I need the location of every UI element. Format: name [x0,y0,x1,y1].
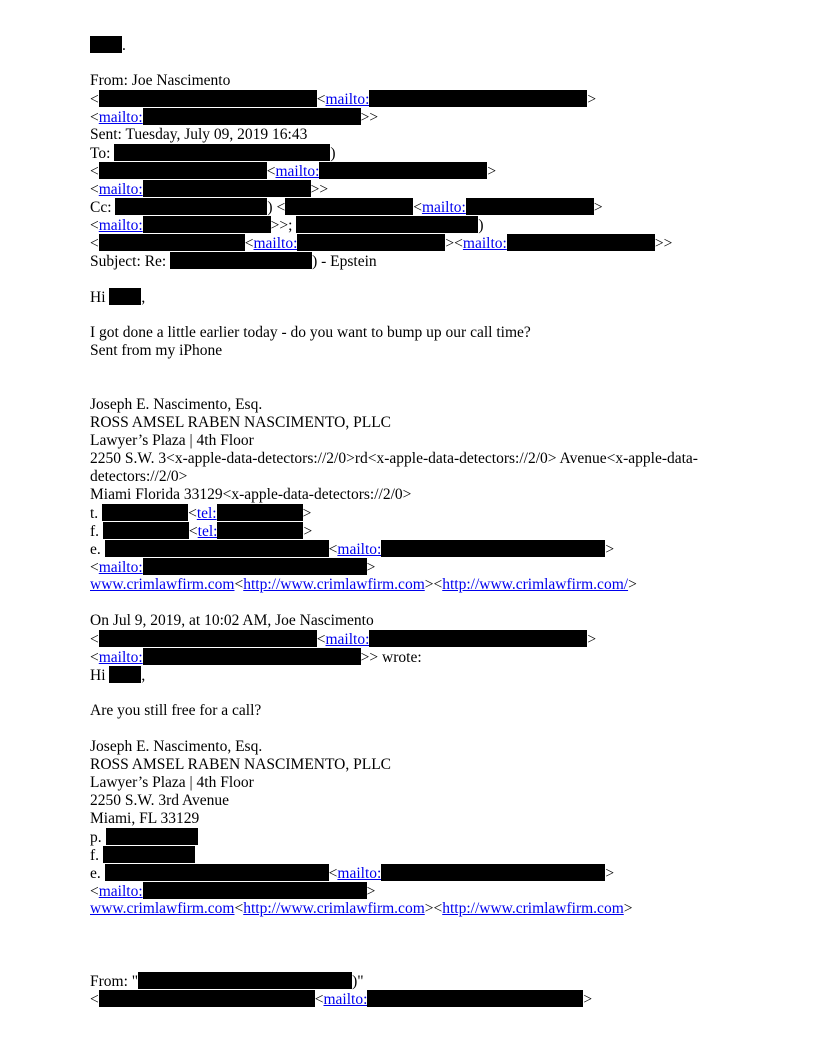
signature-address: 2250 S.W. 3<x-apple-data-detectors://2/0>rd<x-apple-data-detectors://2/0> Avenue<x-apple-data-detectors://2/0> [90,450,698,485]
cc-line-2: <mailto: >>; ) [90,217,484,234]
mailto-link[interactable]: mailto: [98,649,143,666]
email-document [90,36,790,1008]
redaction [381,864,605,881]
redaction [466,198,594,215]
redaction [103,522,189,539]
redaction [138,972,352,989]
mailto-link[interactable]: mailto: [275,163,320,180]
signature-firm: ROSS AMSEL RABEN NASCIMENTO, PLLC [90,414,392,431]
website-link[interactable]: http://www.crimlawfirm.com [243,900,425,917]
redaction [143,180,311,197]
website-link[interactable]: www.crimlawfirm.com [90,576,235,593]
cc-line-3: < <mailto: ><mailto: >> [90,235,673,252]
signature-mailto-line: <mailto: > [90,559,376,576]
redaction [296,216,478,233]
redaction [90,36,122,53]
mailto-link[interactable]: mailto: [325,91,370,108]
redaction [99,234,245,251]
mailto-link[interactable]: mailto: [253,235,298,252]
redaction [99,162,267,179]
signature-plaza: Lawyer’s Plaza | 4th Floor [90,432,254,449]
mailto-link[interactable]: mailto: [323,991,368,1008]
redaction [369,90,587,107]
to-line: To: ) [90,145,336,162]
mailto-link[interactable]: mailto: [421,199,466,216]
redaction [507,234,655,251]
redaction [105,540,329,557]
redaction [114,144,330,161]
redaction [99,990,315,1007]
quoted-address-line: < <mailto: > [90,631,597,648]
mailto-link[interactable]: mailto: [325,631,370,648]
quoted-body: Are you still free for a call? [90,702,262,719]
signature-name: Joseph E. Nascimento, Esq. [90,396,263,413]
signature-phone-line: p. [90,828,790,846]
from-line: From: " )" [90,973,364,990]
signature-fax-line: f. <tel: > [90,523,313,540]
redaction [106,828,198,845]
signature-mailto-line: <mailto: > [90,883,376,900]
redaction [109,288,141,305]
from-mailto-line: <mailto: >> [90,109,379,126]
header-line: . [90,36,790,54]
signature-plaza: Lawyer’s Plaza | 4th Floor [90,774,254,791]
signature-email-line: e. <mailto: > [90,541,615,558]
signature-web-line: www.crimlawfirm.com<http://www.crimlawfirm.com><http://www.crimlawfirm.com> [90,900,633,917]
redaction [103,846,195,863]
subject-line: Subject: Re: ) - Epstein [90,253,377,270]
redaction [105,864,329,881]
body-text: Sent from my iPhone [90,342,223,359]
mailto-link[interactable]: mailto: [98,883,143,900]
quoted-greeting: Hi , [90,667,146,684]
website-link[interactable]: www.crimlawfirm.com [90,900,235,917]
signature-email-line: e. <mailto: > [90,865,615,882]
redaction [297,234,445,251]
redaction [369,630,587,647]
redaction [99,630,317,647]
signature-firm: ROSS AMSEL RABEN NASCIMENTO, PLLC [90,756,392,773]
website-link[interactable]: http://www.crimlawfirm.com/ [442,576,629,593]
redaction [170,252,312,269]
tel-link[interactable]: tel: [197,523,218,540]
from-address-line: < <mailto: > [90,91,597,108]
signature-phone-line: t. <tel: > [90,505,312,522]
mailto-link[interactable]: mailto: [462,235,507,252]
website-link[interactable]: http://www.crimlawfirm.com [243,576,425,593]
redaction [217,522,303,539]
redaction [367,990,583,1007]
sent-line: Sent: Tuesday, July 09, 2019 16:43 [90,126,308,143]
redaction [285,198,413,215]
redaction [102,504,188,521]
redaction [115,198,267,215]
signature-city: Miami, FL 33129 [90,810,200,827]
signature-web-line: www.crimlawfirm.com<http://www.crimlawfirm.com><http://www.crimlawfirm.com/> [90,576,637,593]
quoted-header: On Jul 9, 2019, at 10:02 AM, Joe Nascimento [90,612,374,629]
signature-fax-line: f. [90,846,790,864]
mailto-link[interactable]: mailto: [98,217,143,234]
greeting-line: Hi , [90,289,146,306]
mailto-link[interactable]: mailto: [98,559,143,576]
mailto-link[interactable]: mailto: [98,109,143,126]
cc-line: Cc: ) < <mailto: > [90,199,603,216]
website-link[interactable]: http://www.crimlawfirm.com [442,900,624,917]
redaction [381,540,605,557]
redaction [143,648,361,665]
body-text: I got done a little earlier today - do you want to bump up our call time? [90,324,531,341]
to-address-line: < <mailto: > [90,163,497,180]
mailto-link[interactable]: mailto: [98,181,143,198]
quoted-mailto-line: <mailto: >> wrote: [90,649,422,666]
redaction [143,108,361,125]
redaction [143,882,367,899]
signature-address: 2250 S.W. 3rd Avenue [90,792,230,809]
redaction [109,666,141,683]
redaction [99,90,317,107]
redaction [319,162,487,179]
tel-link[interactable]: tel: [196,505,217,522]
from-address-line: < <mailto: > [90,991,593,1008]
signature-city: Miami Florida 33129<x-apple-data-detectors://2/0> [90,486,412,503]
mailto-link[interactable]: mailto: [337,541,382,558]
signature-name: Joseph E. Nascimento, Esq. [90,738,263,755]
redaction [143,216,271,233]
mailto-link[interactable]: mailto: [337,865,382,882]
to-mailto-line: <mailto: >> [90,181,329,198]
redaction [217,504,303,521]
from-line: From: Joe Nascimento [90,72,231,89]
redaction [143,558,367,575]
